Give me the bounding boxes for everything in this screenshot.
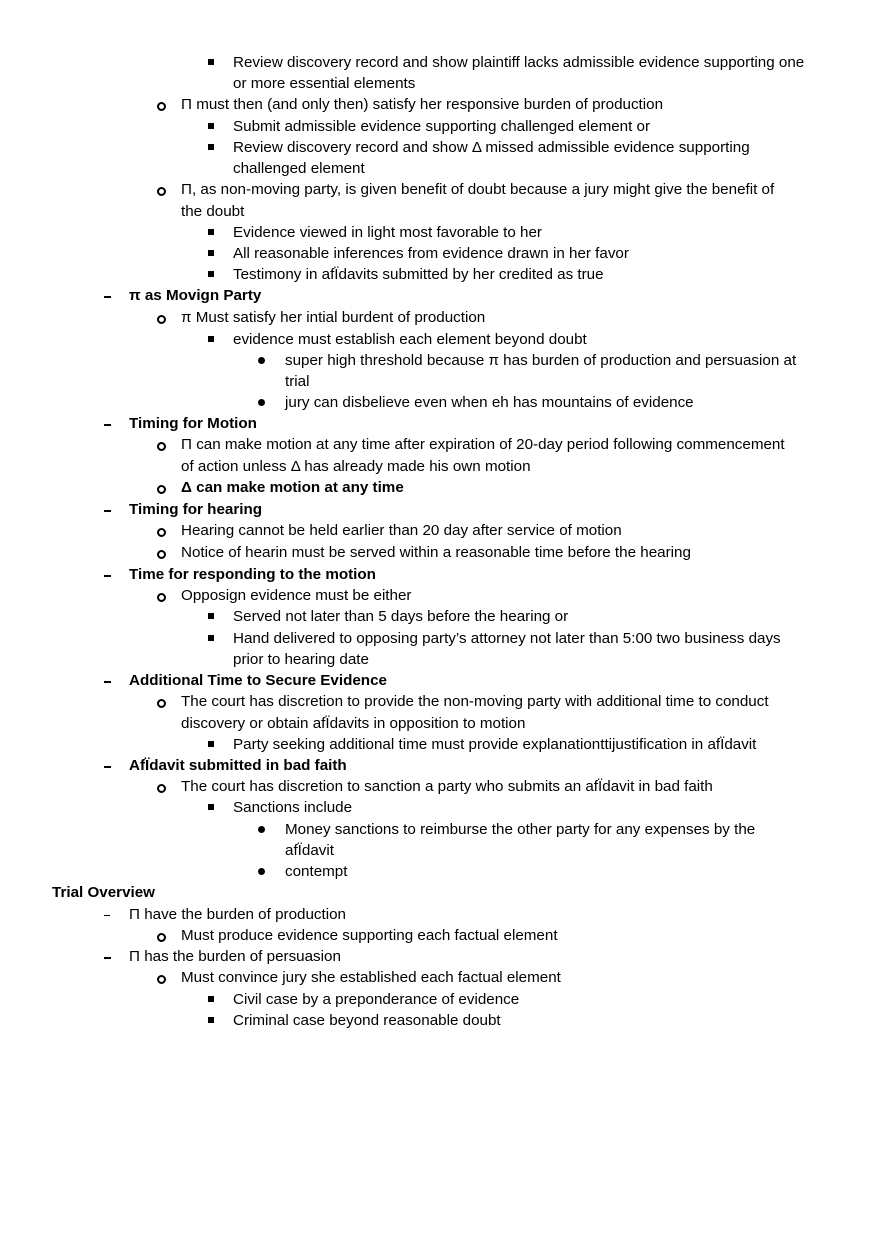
level3-item: Sanctions include	[233, 799, 353, 816]
hollow-circle-bullet-icon	[157, 528, 166, 537]
hollow-circle-bullet-icon	[157, 593, 166, 602]
level3-item: evidence must establish each element beyond doubt	[233, 331, 587, 348]
level2-item-continuation: the doubt	[181, 203, 245, 220]
level1-item: π as Movign Party	[129, 287, 262, 304]
level1-item: Π has the burden of persuasion	[129, 948, 341, 965]
square-bullet-icon	[208, 271, 214, 277]
round-bullet-icon	[258, 868, 265, 875]
level2-item: Π must then (and only then) satisfy her responsive burden of production	[181, 96, 664, 113]
dash-bullet-icon	[104, 681, 111, 683]
square-bullet-icon	[208, 123, 214, 129]
level3-item: Criminal case beyond reasonable doubt	[233, 1012, 501, 1029]
level2-item: Δ can make motion at any time	[181, 479, 404, 496]
level3-item: Hand delivered to opposing party’s attorney not later than 5:00 two business days	[233, 630, 781, 647]
level1-item: Timing for hearing	[129, 501, 263, 518]
level2-item: Opposign evidence must be either	[181, 587, 412, 604]
hollow-circle-bullet-icon	[157, 442, 166, 451]
level3-item: Review discovery record and show Δ missed admissible evidence supporting	[233, 139, 750, 156]
level4-item: contempt	[285, 863, 348, 880]
hollow-circle-bullet-icon	[157, 187, 166, 196]
level4-item: super high threshold because π has burden of production and persuasion at	[285, 352, 797, 369]
square-bullet-icon	[208, 144, 214, 150]
level3-item: Testimony in afÏdavits submitted by her credited as true	[233, 266, 604, 283]
square-bullet-icon	[208, 1017, 214, 1023]
hollow-circle-bullet-icon	[157, 784, 166, 793]
square-bullet-icon	[208, 250, 214, 256]
level2-item: Notice of hearin must be served within a reasonable time before the hearing	[181, 544, 691, 561]
dash-bullet-icon	[104, 766, 111, 768]
level2-item: The court has discretion to sanction a party who submits an afÏdavit in bad faith	[181, 778, 713, 795]
level4-item-continuation: trial	[285, 373, 310, 390]
level2-item: The court has discretion to provide the non-moving party with additional time to conduct	[181, 693, 769, 710]
hollow-circle-bullet-icon	[157, 933, 166, 942]
level2-item: Must produce evidence supporting each factual element	[181, 927, 558, 944]
level1-item: Additional Time to Secure Evidence	[129, 672, 387, 689]
level1-item: Time for responding to the motion	[129, 566, 376, 583]
level3-item-continuation: prior to hearing date	[233, 651, 369, 668]
level2-item: Π, as non-moving party, is given benefit of doubt because a jury might give the benefit of	[181, 181, 775, 198]
hollow-circle-bullet-icon	[157, 102, 166, 111]
level2-item: Hearing cannot be held earlier than 20 day after service of motion	[181, 522, 622, 539]
hollow-circle-bullet-icon	[157, 550, 166, 559]
level3-item: Served not later than 5 days before the hearing or	[233, 608, 569, 625]
square-bullet-icon	[208, 59, 214, 65]
round-bullet-icon	[258, 399, 265, 406]
level3-item: Submit admissible evidence supporting challenged element or	[233, 118, 651, 135]
hollow-circle-bullet-icon	[157, 485, 166, 494]
level3-item: Evidence viewed in light most favorable to her	[233, 224, 542, 241]
square-bullet-icon	[208, 635, 214, 641]
level1-item: Π have the burden of production	[129, 906, 346, 923]
square-bullet-icon	[208, 804, 214, 810]
level3-item: Party seeking additional time must provide explanationttijustification in afÏdavit	[233, 736, 757, 753]
level2-item-continuation: discovery or obtain afÏdavits in opposition to motion	[181, 715, 526, 732]
level4-item: Money sanctions to reimburse the other party for any expenses by the	[285, 821, 756, 838]
dash-bullet-icon	[104, 957, 111, 959]
dash-bullet-icon	[104, 424, 111, 426]
hollow-circle-bullet-icon	[157, 315, 166, 324]
dash-bullet-icon	[104, 915, 110, 916]
dash-bullet-icon	[104, 296, 111, 298]
square-bullet-icon	[208, 229, 214, 235]
level3-item-continuation: challenged element	[233, 160, 365, 177]
square-bullet-icon	[208, 996, 214, 1002]
square-bullet-icon	[208, 613, 214, 619]
level3-item: Civil case by a preponderance of evidence	[233, 991, 520, 1008]
level3-item: Review discovery record and show plaintiff lacks admissible evidence supporting one	[233, 54, 805, 71]
level1-item: Timing for Motion	[129, 415, 257, 432]
round-bullet-icon	[258, 357, 265, 364]
square-bullet-icon	[208, 741, 214, 747]
hollow-circle-bullet-icon	[157, 975, 166, 984]
round-bullet-icon	[258, 826, 265, 833]
level2-item: Must convince jury she established each factual element	[181, 969, 561, 986]
dash-bullet-icon	[104, 510, 111, 512]
level2-item: π Must satisfy her intial burdent of production	[181, 309, 486, 326]
level3-item: All reasonable inferences from evidence drawn in her favor	[233, 245, 629, 262]
level4-item: jury can disbelieve even when eh has mountains of evidence	[285, 394, 694, 411]
square-bullet-icon	[208, 336, 214, 342]
hollow-circle-bullet-icon	[157, 699, 166, 708]
level3-item-continuation: or more essential elements	[233, 75, 416, 92]
section-heading: Trial Overview	[52, 884, 155, 901]
dash-bullet-icon	[104, 575, 111, 577]
level2-item-continuation: of action unless Δ has already made his own motion	[181, 458, 531, 475]
level4-item-continuation: afÏdavit	[285, 842, 334, 859]
level2-item: Π can make motion at any time after expiration of 20-day period following commencement	[181, 436, 785, 453]
level1-item: AfÏdavit submitted in bad faith	[129, 757, 347, 774]
